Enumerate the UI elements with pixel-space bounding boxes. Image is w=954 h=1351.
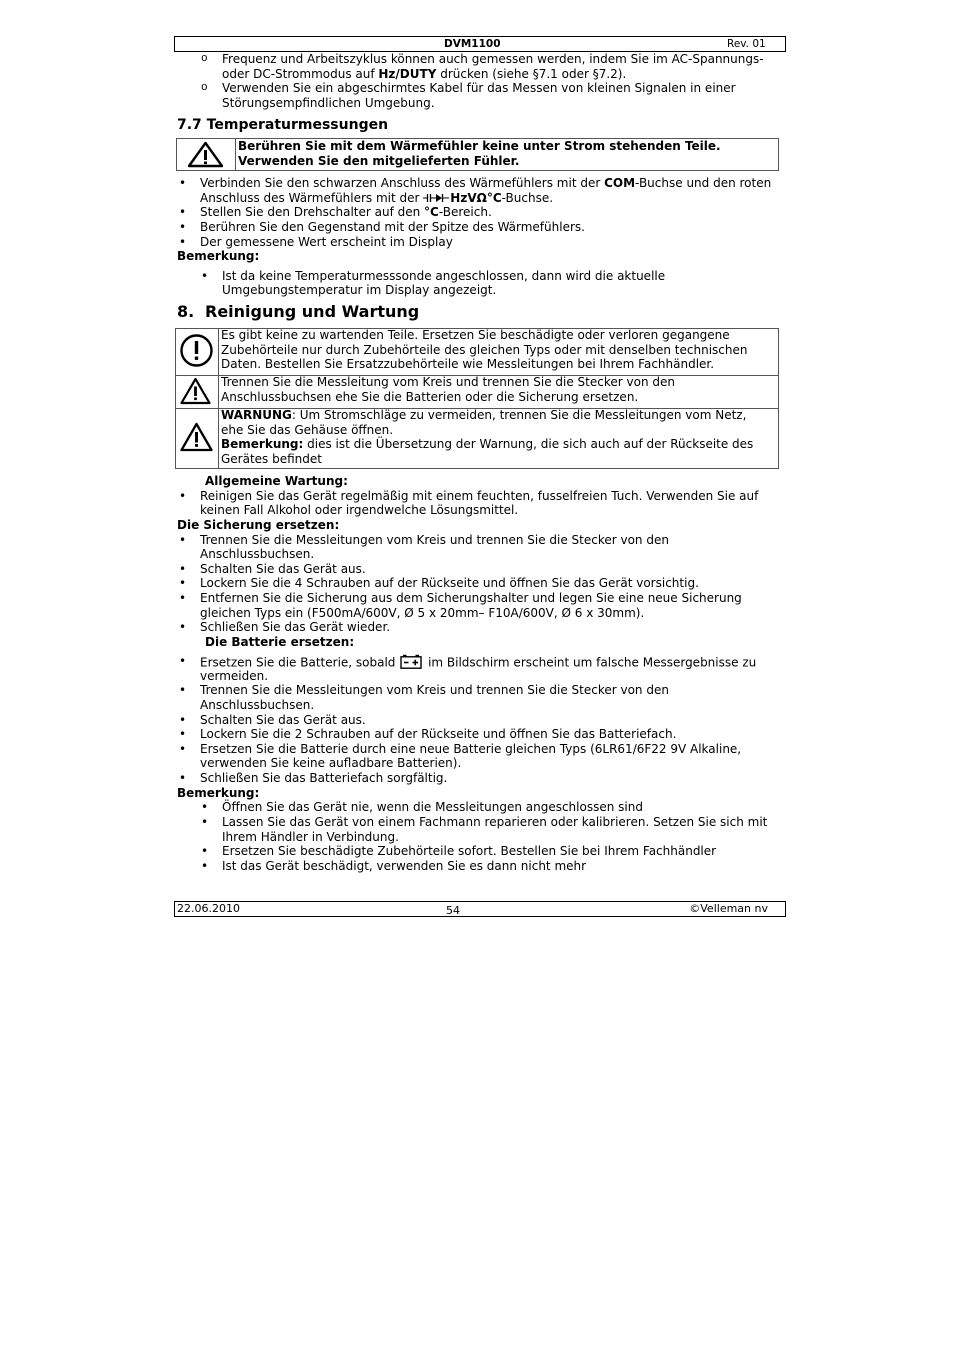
section-heading-8: Reinigung und Wartung bbox=[205, 302, 420, 321]
item-line bbox=[200, 205, 771, 220]
section-heading-7-7: 7.7 Temperaturmessungen bbox=[177, 117, 389, 133]
item-line: • Ersetzen Sie beschädigte Zubehörteile sofort. Bestellen Sie bei Ihrem Fachhändler bbox=[222, 844, 717, 859]
text-segment: -Buchse und den roten bbox=[635, 176, 772, 190]
revision-label: Rev. 01 bbox=[727, 38, 766, 50]
item-line: • Schalten Sie das Gerät aus. bbox=[200, 561, 366, 576]
list-item bbox=[177, 176, 771, 205]
text-segment: dies ist die Übersetzung der Warnung, die sich auch auf der Rückseite des bbox=[303, 437, 754, 452]
subheading-fuse: Die Sicherung ersetzen: bbox=[177, 517, 340, 532]
item-line: gleichen Typs ein (F500mA/600V, Ø 5 x 20mm– F10A/600V, Ø 6 x 30mm). bbox=[200, 605, 645, 620]
list-item bbox=[177, 591, 758, 620]
item-line: • Der gemessene Wert erscheint im Display bbox=[200, 234, 453, 249]
item-line: • Reinigen Sie das Gerät regelmäßig mit einem feuchten, fusselfreien Tuch. Verwenden Sie auf bbox=[200, 488, 759, 503]
item-line: • Entfernen Sie die Sicherung aus dem Sicherungshalter und legen Sie eine neue Sicherung bbox=[200, 591, 742, 606]
notice-line: Daten. Bestellen Sie Ersatzzubehörteile wie Messleitungen bei Ihrem Fachhändler. bbox=[221, 357, 715, 372]
notice-text bbox=[221, 408, 753, 467]
notice-line: Anschlussbuchsen ehe Sie die Batterien oder die Sicherung ersetzen. bbox=[221, 389, 639, 404]
warning-text bbox=[238, 139, 721, 168]
list-item bbox=[177, 576, 758, 591]
list-item bbox=[177, 654, 767, 683]
text-segment: -Buchse. bbox=[501, 190, 554, 205]
warning-triangle-icon bbox=[187, 141, 224, 168]
bold-term: Hz/DUTY bbox=[378, 66, 437, 81]
capacitor-diode-icon bbox=[423, 193, 450, 203]
list-item bbox=[201, 859, 767, 874]
item-line: • Ersetzen Sie die Batterie durch eine neue Batterie gleichen Typs (6LR61/6F22 9V Alkaline, bbox=[200, 741, 742, 756]
list-item bbox=[201, 269, 771, 298]
page-footer bbox=[174, 901, 786, 917]
item-line bbox=[200, 176, 771, 191]
list-item bbox=[201, 52, 764, 81]
notice-line: Es gibt keine zu wartenden Teile. Ersetzen Sie beschädigte oder verloren gegangene bbox=[221, 328, 730, 342]
footer-date: 22.06.2010 bbox=[177, 902, 240, 915]
list-item bbox=[177, 220, 771, 235]
notice-line: ehe Sie das Gehäuse öffnen. bbox=[221, 422, 394, 437]
item-line bbox=[200, 191, 771, 206]
notice-line: Trennen Sie die Messleitung vom Kreis und trennen Sie die Stecker von den bbox=[221, 375, 675, 389]
item-line bbox=[200, 654, 767, 669]
list-item bbox=[177, 742, 767, 771]
bold-term: °C bbox=[424, 205, 439, 220]
note-label: Bemerkung: bbox=[177, 785, 260, 800]
temperature-steps bbox=[177, 176, 771, 298]
text-segment: oder DC-Strommodus auf bbox=[222, 66, 379, 81]
item-line: • Schalten Sie das Gerät aus. bbox=[200, 712, 366, 727]
section-number-8: 8. bbox=[177, 302, 195, 321]
text-segment: Anschluss des Wärmefühlers mit der bbox=[200, 190, 424, 205]
text-segment: im Bildschirm erscheint um falsche Messergebnisse zu bbox=[424, 655, 757, 670]
list-item bbox=[201, 844, 767, 859]
bold-term: COM bbox=[604, 176, 636, 190]
item-line: • Lockern Sie die 2 Schrauben auf der Rückseite und öffnen Sie das Batteriefach. bbox=[200, 727, 677, 742]
notice-table bbox=[175, 328, 779, 469]
item-line: • Schließen Sie das Gerät wieder. bbox=[200, 620, 391, 635]
notice-text bbox=[221, 328, 747, 372]
item-line: • Schließen Sie das Batteriefach sorgfältig. bbox=[200, 771, 448, 786]
list-item bbox=[177, 235, 771, 250]
battery-block bbox=[177, 654, 767, 874]
page-number: 54 bbox=[446, 904, 460, 917]
table-divider bbox=[218, 329, 219, 468]
list-item bbox=[177, 771, 767, 786]
list-item bbox=[177, 562, 758, 577]
item-line: • Lassen Sie das Gerät von einem Fachmann reparieren oder kalibrieren. Setzen Sie sich mit bbox=[222, 815, 768, 830]
item-line: Anschlussbuchsen. bbox=[200, 547, 315, 562]
maintenance-block bbox=[177, 474, 758, 650]
warning-box bbox=[176, 138, 779, 171]
text-segment: Stellen Sie den Drehschalter auf den bbox=[200, 205, 425, 220]
table-divider bbox=[235, 139, 236, 170]
item-line: Anschlussbuchsen. bbox=[200, 697, 315, 712]
footer-copyright: ©Velleman nv bbox=[689, 902, 768, 915]
list-item bbox=[177, 713, 767, 728]
note-label: Bemerkung: bbox=[221, 437, 304, 452]
exclamation-circle-icon bbox=[180, 334, 213, 367]
warning-triangle-icon bbox=[180, 377, 211, 405]
list-item bbox=[177, 683, 767, 712]
text-segment: Verbinden Sie den schwarzen Anschluss des Wärmefühlers mit der bbox=[200, 176, 605, 190]
item-line: • Lockern Sie die 4 Schrauben auf der Rückseite und öffnen Sie das Gerät vorsichtig. bbox=[200, 576, 699, 591]
model-name: DVM1100 bbox=[444, 38, 501, 50]
text-segment: -Bereich. bbox=[438, 205, 492, 220]
notice-text bbox=[221, 375, 675, 404]
item-line: • Öffnen Sie das Gerät nie, wenn die Messleitungen angeschlossen sind bbox=[222, 800, 643, 815]
list-item bbox=[177, 620, 758, 635]
text-segment: drücken (siehe §7.1 oder §7.2). bbox=[436, 66, 627, 81]
intro-list bbox=[201, 52, 764, 111]
list-item bbox=[201, 815, 767, 844]
item-line: keinen Fall Alkohol oder irgendwelche Lösungsmittel. bbox=[200, 503, 519, 518]
item-line: Störungsempfindlichen Umgebung. bbox=[222, 95, 435, 110]
text-segment: Ersetzen Sie die Batterie, sobald bbox=[200, 655, 400, 670]
notice-line: Gerätes befindet bbox=[221, 451, 322, 466]
bold-term: HzVΩ°C bbox=[450, 190, 502, 205]
warning-line: Berühren Sie mit dem Wärmefühler keine unter Strom stehenden Teile. bbox=[238, 139, 721, 153]
item-line: o Verwenden Sie ein abgeschirmtes Kabel für das Messen von kleinen Signalen in einer bbox=[222, 81, 736, 96]
list-item bbox=[177, 489, 758, 518]
item-line bbox=[222, 67, 764, 82]
warning-triangle-icon bbox=[180, 422, 213, 452]
item-line: o Frequenz und Arbeitszyklus können auch gemessen werden, indem Sie im AC-Spannungs- bbox=[222, 52, 764, 66]
notice-line bbox=[221, 437, 753, 452]
item-line: Umgebungstemperatur im Display angezeigt. bbox=[222, 283, 497, 298]
item-line: Ihrem Händler in Verbindung. bbox=[222, 829, 399, 844]
warning-line: Verwenden Sie den mitgelieferten Fühler. bbox=[238, 153, 520, 168]
notice-line: Zubehörteile nur durch Zubehörteile des gleichen Typs oder mit denselben technischen bbox=[221, 342, 748, 357]
page-header bbox=[174, 36, 786, 52]
item-line: • Ist da keine Temperaturmesssonde angeschlossen, dann wird die aktuelle bbox=[222, 268, 666, 283]
battery-icon bbox=[400, 654, 422, 669]
item-line: vermeiden. bbox=[200, 668, 269, 683]
list-item bbox=[201, 800, 767, 815]
subheading-battery: Die Batterie ersetzen: bbox=[205, 635, 355, 650]
list-item bbox=[177, 727, 767, 742]
item-line: • Berühren Sie den Gegenstand mit der Spitze des Wärmefühlers. bbox=[200, 219, 585, 234]
list-item bbox=[177, 205, 771, 220]
list-item bbox=[177, 533, 758, 562]
item-line: • Trennen Sie die Messleitungen vom Kreis und trennen Sie die Stecker von den bbox=[200, 683, 669, 698]
subheading-general-maintenance: Allgemeine Wartung: bbox=[205, 474, 348, 488]
note-label: Bemerkung: bbox=[177, 249, 260, 264]
text-segment: : Um Stromschläge zu vermeiden, trennen Sie die Messleitungen vom Netz, bbox=[291, 408, 747, 422]
item-line: • Trennen Sie die Messleitungen vom Kreis und trennen Sie die Stecker von den bbox=[200, 532, 669, 547]
item-line: verwenden Sie keine aufladbare Batterien). bbox=[200, 756, 462, 771]
notice-line bbox=[221, 408, 753, 423]
list-item bbox=[201, 81, 764, 110]
item-line: • Ist das Gerät beschädigt, verwenden Sie es dann nicht mehr bbox=[222, 858, 587, 873]
warning-label: WARNUNG bbox=[221, 408, 292, 422]
